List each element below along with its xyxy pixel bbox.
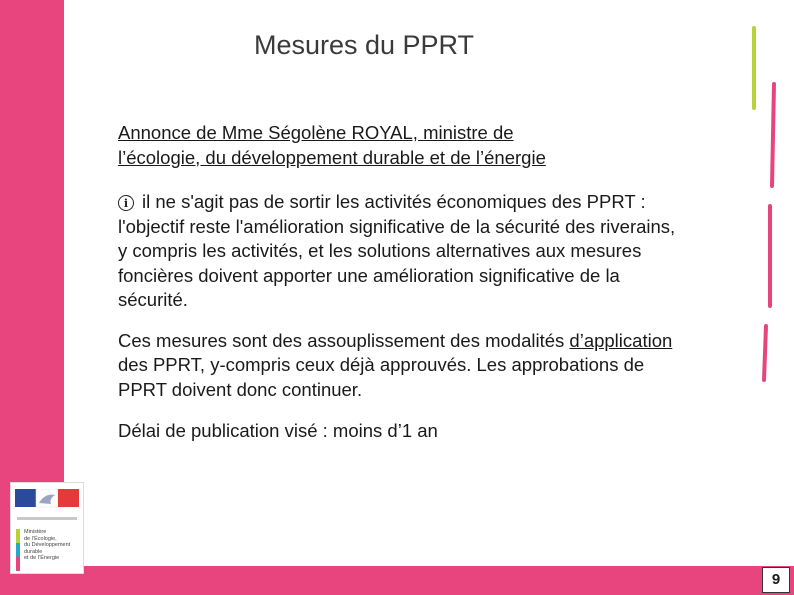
bottom-accent-band xyxy=(64,566,794,595)
announcement-line-1: Annonce de Mme Ségolène ROYAL, ministre de xyxy=(118,122,514,143)
deco-line-pink-1 xyxy=(772,84,774,186)
measures-underlined-term: d’application xyxy=(569,329,673,351)
info-text: il ne s'agit pas de sortir les activités économiques des PPRT : l'objectif reste l'amélioration significative de la sécurité des riverains, y compris les activités, et les solutions alternatives aux mesures foncières doivent apporter une amélioration significative de la sécurité. xyxy=(118,191,676,310)
logo-color-bar xyxy=(16,529,20,571)
logo-caption-line xyxy=(17,517,77,520)
page-number: 9 xyxy=(762,567,790,593)
slide-content xyxy=(118,121,678,444)
measures-text-after: des PPRT, y-compris ceux déjà approuvés. Les approbations de PPRT doivent donc continuer. xyxy=(118,354,645,400)
delay-paragraph: Délai de publication visé : moins d’1 an xyxy=(118,420,438,441)
announcement-line-2: l’écologie, du développement durable et de l’énergie xyxy=(118,146,546,168)
measures-text-before: Ces mesures sont des assouplissement des modalités xyxy=(118,329,570,351)
info-paragraph xyxy=(118,190,678,313)
ministry-logo xyxy=(10,482,84,574)
ministry-name: Ministère de l’Écologie, du Développement durable et de l’Énergie xyxy=(24,529,71,562)
decorative-lines xyxy=(740,20,794,390)
deco-line-pink-3 xyxy=(764,326,766,380)
marianne-flag-icon xyxy=(15,489,79,511)
announcement-heading xyxy=(118,121,678,170)
slide-title: Mesures du PPRT xyxy=(253,30,475,60)
info-circle-icon: i xyxy=(118,195,134,211)
measures-paragraph xyxy=(118,329,678,403)
